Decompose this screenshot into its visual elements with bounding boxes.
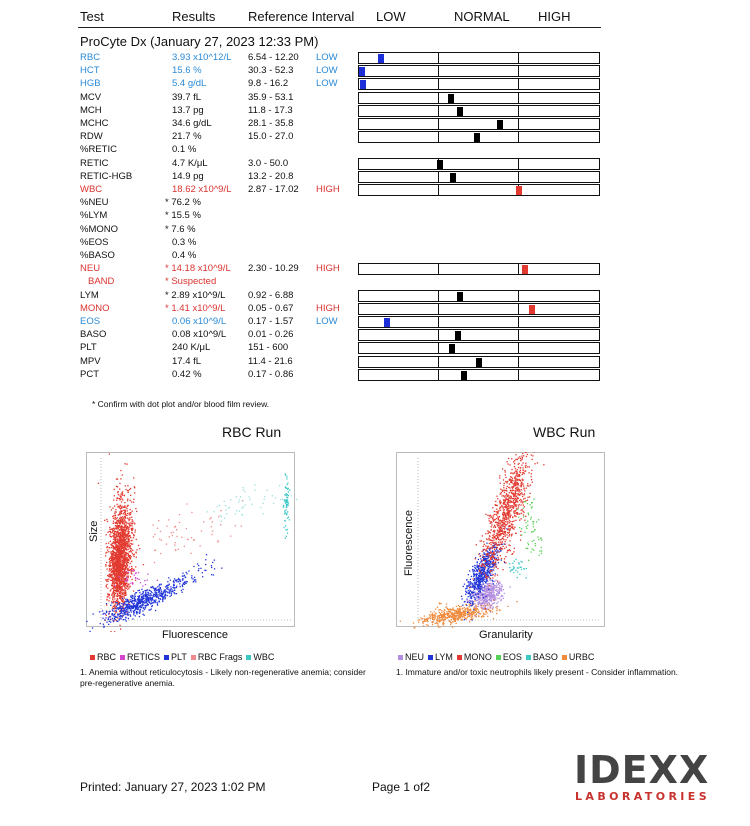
legend-label: URBC <box>568 652 595 662</box>
row-range-marker <box>360 80 366 89</box>
row-range-bar <box>358 184 600 196</box>
row-test-name: %EOS <box>80 237 109 248</box>
rbc-ylabel: Size <box>88 520 100 542</box>
row-range-bar <box>358 303 600 315</box>
header-test: Test <box>80 9 104 24</box>
bar-divider-high <box>518 106 519 116</box>
legend-label: NEU <box>405 652 425 662</box>
row-range-bar <box>358 342 600 354</box>
row-range-bar <box>358 158 600 170</box>
bar-divider-low <box>438 93 439 103</box>
row-reference: 0.17 - 0.86 <box>248 369 294 380</box>
row-result: 0.1 % <box>172 144 197 155</box>
row-range-bar <box>358 118 600 130</box>
legend-swatch <box>428 655 433 660</box>
page-number: Page 1 of2 <box>372 780 431 794</box>
row-test-name: HGB <box>80 78 101 89</box>
row-test-name: LYM <box>80 290 99 301</box>
bar-divider-low <box>438 357 439 367</box>
row-test-name: RETIC <box>80 158 109 169</box>
rbc-scatter-plot <box>86 452 298 632</box>
row-test-name: MCH <box>80 105 102 116</box>
row-reference: 0.01 - 0.26 <box>248 329 294 340</box>
rbc-run-title: RBC Run <box>222 424 282 440</box>
header-high: HIGH <box>538 9 571 24</box>
row-result: * 2.89 x10^9/L <box>165 290 226 301</box>
legend-swatch <box>526 655 531 660</box>
row-range-marker <box>522 265 528 274</box>
row-test-name: RETIC-HGB <box>80 171 133 182</box>
wbc-note: 1. Immature and/or toxic neutrophils likely present - Consider inflammation. <box>396 667 679 677</box>
idexx-logo: IDEXX <box>574 748 710 792</box>
row-reference: 11.8 - 17.3 <box>248 105 293 116</box>
row-result: * 1.41 x10^9/L <box>165 303 226 314</box>
bar-divider-low <box>438 53 439 63</box>
bar-divider-low <box>438 370 439 380</box>
bar-divider-high <box>518 172 519 182</box>
row-test-name: %LYM <box>80 210 108 221</box>
wbc-legend <box>394 652 594 662</box>
row-test-name: MPV <box>80 356 101 367</box>
row-test-name: %BASO <box>80 250 115 261</box>
wbc-ylabel: Fluorescence <box>403 509 415 576</box>
row-range-marker <box>457 107 463 116</box>
header-divider <box>78 27 601 28</box>
row-range-marker <box>378 54 384 63</box>
bar-divider-low <box>438 317 439 327</box>
row-result: 5.4 g/dL <box>172 78 207 89</box>
legend-label: RBC <box>97 652 117 662</box>
row-reference: 9.8 - 16.2 <box>248 78 289 89</box>
legend-label: LYM <box>435 652 453 662</box>
row-reference: 30.3 - 52.3 <box>248 65 294 76</box>
bar-divider-high <box>518 264 519 274</box>
legend-swatch <box>246 655 251 660</box>
bar-divider-high <box>518 132 519 142</box>
row-flag: LOW <box>316 316 338 327</box>
bar-divider-high <box>518 317 519 327</box>
legend-label: EOS <box>502 652 522 662</box>
row-reference: 0.05 - 0.67 <box>248 303 294 314</box>
row-range-marker <box>461 371 467 380</box>
row-test-name: BASO <box>80 329 107 340</box>
legend-swatch <box>562 655 567 660</box>
bar-divider-low <box>438 106 439 116</box>
row-test-name: %MONO <box>80 224 118 235</box>
legend-swatch <box>457 655 462 660</box>
row-result: * Suspected <box>165 276 217 287</box>
row-test-name: BAND <box>88 276 115 287</box>
legend-label: BASO <box>532 652 558 662</box>
legend-swatch <box>398 655 403 660</box>
row-flag: LOW <box>316 65 338 76</box>
row-range-bar <box>358 356 600 368</box>
row-test-name: NEU <box>80 263 101 274</box>
header-normal: NORMAL <box>454 9 510 24</box>
row-range-marker <box>455 331 461 340</box>
run-title: ProCyte Dx (January 27, 2023 12:33 PM) <box>80 34 319 49</box>
bar-divider-low <box>438 79 439 89</box>
bar-divider-low <box>438 172 439 182</box>
rbc-note: 1. Anemia without reticulocytosis - Likely non-regenerative anemia; consider pre-regenerative anemia. <box>80 667 366 688</box>
row-test-name: MONO <box>80 303 110 314</box>
row-test-name: EOS <box>80 316 101 327</box>
legend-label: WBC <box>253 652 275 662</box>
printed-date: Printed: January 27, 2023 1:02 PM <box>80 780 266 794</box>
row-range-marker <box>529 305 535 314</box>
bar-divider-high <box>518 343 519 353</box>
row-reference: 35.9 - 53.1 <box>248 92 294 103</box>
wbc-run-title: WBC Run <box>533 424 596 440</box>
bar-divider-high <box>518 159 519 169</box>
bar-divider-high <box>518 291 519 301</box>
row-result: 240 K/μL <box>172 342 211 353</box>
row-range-bar <box>358 316 600 328</box>
row-range-bar <box>358 92 600 104</box>
row-test-name: MCHC <box>80 118 109 129</box>
row-range-marker <box>437 160 443 169</box>
row-range-bar <box>358 52 600 64</box>
bar-divider-high <box>518 53 519 63</box>
header-low: LOW <box>376 9 406 24</box>
row-flag: LOW <box>316 78 338 89</box>
row-range-bar <box>358 329 600 341</box>
row-range-bar <box>358 65 600 77</box>
row-range-marker <box>448 94 454 103</box>
bar-divider-high <box>518 370 519 380</box>
legend-label: PLT <box>171 652 187 662</box>
legend-swatch <box>120 655 125 660</box>
row-range-bar <box>358 131 600 143</box>
header-reference: Reference Interval <box>248 9 355 24</box>
row-range-marker <box>476 358 482 367</box>
row-result: 0.06 x10^9/L <box>172 316 227 327</box>
bar-divider-high <box>518 119 519 129</box>
legend-label: MONO <box>463 652 492 662</box>
bar-divider-low <box>438 330 439 340</box>
row-test-name: RBC <box>80 52 101 63</box>
row-test-name: WBC <box>80 184 103 195</box>
row-reference: 0.17 - 1.57 <box>248 316 294 327</box>
row-range-bar <box>358 263 600 275</box>
row-reference: 151 - 600 <box>248 342 289 353</box>
bar-divider-low <box>438 132 439 142</box>
row-result: * 15.5 % <box>165 210 201 221</box>
legend-swatch <box>496 655 501 660</box>
row-result: 0.4 % <box>172 250 197 261</box>
row-range-bar <box>358 290 600 302</box>
rbc-legend <box>86 652 274 662</box>
row-reference: 28.1 - 35.8 <box>248 118 294 129</box>
bar-divider-high <box>518 330 519 340</box>
bar-divider-high <box>518 357 519 367</box>
rbc-xlabel: Fluorescence <box>162 629 229 641</box>
wbc-xlabel: Granularity <box>479 629 533 641</box>
row-reference: 6.54 - 12.20 <box>248 52 299 63</box>
row-result: * 14.18 x10^9/L <box>165 263 231 274</box>
bar-divider-low <box>438 264 439 274</box>
row-reference: 2.87 - 17.02 <box>248 184 299 195</box>
row-result: 18.62 x10^9/L <box>172 184 232 195</box>
row-range-marker <box>516 186 522 195</box>
confirm-note: * Confirm with dot plot and/or blood film review. <box>92 399 270 409</box>
row-flag: LOW <box>316 52 338 63</box>
row-result: 34.6 g/dL <box>172 118 212 129</box>
row-test-name: PLT <box>80 342 97 353</box>
row-flag: HIGH <box>316 303 340 314</box>
row-result: 17.4 fL <box>172 356 202 367</box>
row-result: 4.7 K/μL <box>172 158 208 169</box>
row-range-marker <box>449 344 455 353</box>
row-result: 0.3 % <box>172 237 197 248</box>
row-result: 21.7 % <box>172 131 202 142</box>
header-results: Results <box>172 9 216 24</box>
row-range-bar <box>358 171 600 183</box>
bar-divider-high <box>518 93 519 103</box>
bar-divider-low <box>438 343 439 353</box>
row-range-bar <box>358 78 600 90</box>
row-reference: 13.2 - 20.8 <box>248 171 294 182</box>
row-range-marker <box>384 318 390 327</box>
bar-divider-high <box>518 66 519 76</box>
legend-label: RBC Frags <box>197 652 243 662</box>
row-result: 0.42 % <box>172 369 202 380</box>
bar-divider-low <box>438 66 439 76</box>
row-test-name: %RETIC <box>80 144 117 155</box>
row-test-name: RDW <box>80 131 103 142</box>
bar-divider-low <box>438 304 439 314</box>
legend-label: RETICS <box>127 652 161 662</box>
row-result: * 76.2 % <box>165 197 201 208</box>
legend-swatch <box>164 655 169 660</box>
row-reference: 11.4 - 21.6 <box>248 356 293 367</box>
row-range-marker <box>474 133 480 142</box>
legend-swatch <box>191 655 196 660</box>
bar-divider-high <box>518 304 519 314</box>
legend-swatch <box>90 655 95 660</box>
wbc-scatter-plot <box>396 452 608 632</box>
row-result: 14.9 pg <box>172 171 204 182</box>
row-reference: 15.0 - 27.0 <box>248 131 294 142</box>
row-reference: 0.92 - 6.88 <box>248 290 294 301</box>
row-test-name: HCT <box>80 65 100 76</box>
row-reference: 3.0 - 50.0 <box>248 158 289 169</box>
row-range-bar <box>358 105 600 117</box>
row-result: 3.93 x10^12/L <box>172 52 232 63</box>
row-range-bar <box>358 369 600 381</box>
row-test-name: PCT <box>80 369 99 380</box>
row-range-marker <box>359 67 365 76</box>
row-range-marker <box>450 173 456 182</box>
row-range-marker <box>457 292 463 301</box>
row-result: 15.6 % <box>172 65 202 76</box>
row-result: * 7.6 % <box>165 224 196 235</box>
row-result: 0.08 x10^9/L <box>172 329 227 340</box>
bar-divider-low <box>438 291 439 301</box>
idexx-logo-subtitle: LABORATORIES <box>575 790 711 803</box>
row-test-name: %NEU <box>80 197 109 208</box>
row-flag: HIGH <box>316 184 340 195</box>
row-test-name: MCV <box>80 92 102 103</box>
row-result: 39.7 fL <box>172 92 202 103</box>
row-reference: 2.30 - 10.29 <box>248 263 299 274</box>
row-result: 13.7 pg <box>172 105 204 116</box>
bar-divider-low <box>438 185 439 195</box>
bar-divider-high <box>518 79 519 89</box>
bar-divider-low <box>438 119 439 129</box>
row-range-marker <box>497 120 503 129</box>
row-flag: HIGH <box>316 263 340 274</box>
